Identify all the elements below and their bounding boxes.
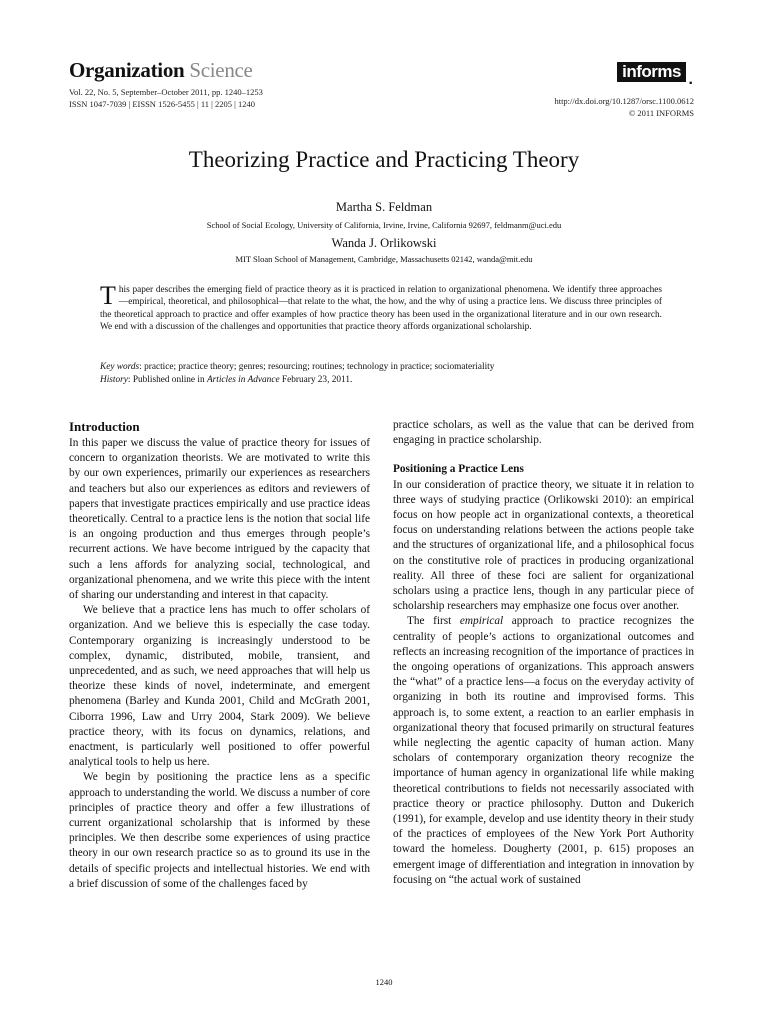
informs-logo-dot: . bbox=[688, 71, 693, 88]
journal-header bbox=[69, 58, 694, 122]
history-label: History bbox=[100, 375, 128, 385]
positioning-paragraph-1: In our consideration of practice theory, we situate it in relation to three ways of studying practice (Orlikowski 2010): an empirical focus on how people act in organizational contexts, a theoretical focus on understanding relations between the actions people take and the structures of organizational life, and a philosophical focus on the constitutive role of practices in producing organizational reality. All three of these foci are salient for organizational scholars using a practice lens, though in any particular piece of scholarship researchers may emphasize one focus over another. bbox=[393, 478, 694, 613]
issn-line: ISSN 1047-7039 | EISSN 1526-5455 | 11 | 2205 | 1240 bbox=[69, 99, 255, 109]
abstract-dropcap: T bbox=[100, 281, 116, 310]
history-italic: Articles in Advance bbox=[206, 375, 280, 385]
continued-paragraph: practice scholars, as well as the value that can be derived from engaging in practice scholarship. bbox=[393, 419, 694, 447]
section-heading-positioning: Positioning a Practice Lens bbox=[393, 463, 524, 476]
history bbox=[100, 374, 662, 386]
copyright: © 2011 INFORMS bbox=[628, 108, 694, 118]
p2-text-after: approach to practice recognizes the centrality of people’s actions to organizational outcomes and reflects an increasing recognition of the importance of practices in the ongoing operations of organizations. This approach answers the “what” of a practice lens—a focus on the everyday activity of organizing in both its routine and improvised forms. This approach is, to some extent, a reaction to an earlier emphasis in organizational theory that focused primarily on structural features while neglecting the agentic capacity of human action. Many scholars of contemporary organization theory recognize the importance of human agency in organizational life while making theoretical contributions to fields not necessarily associated with practice theory or practice philosophy. Dutton and Dukerich (1991), for example, develop and use identity theory in their study of the practices of employees of the New York Port Authority toward the homeless. Dougherty (2001, p. 615) proposes an emergent image of differentiation and integration in innovation by focusing on “the actual work of sustained bbox=[393, 615, 694, 886]
journal-name-organization: Organization bbox=[69, 58, 185, 82]
keywords-label: Key words bbox=[100, 362, 140, 372]
keywords-text: : practice; practice theory; genres; resourcing; routines; technology in practice; sociomateriality bbox=[139, 362, 495, 372]
intro-paragraph-2: We believe that a practice lens has much to offer scholars of organization. And we believe this is especially the case today. Contemporary organizing is increasingly understood to be complex, dynamic, distributed, mobile, transient, and unprecedented, and as such, we need approaches that will help us theorize these kinds of novel, indeterminate, and emergent phenomena (Barley and Kunda 2001, Child and McGrath 2001, Ciborra 1996, Law and Urry 2004, Stark 2009). We believe practice theory, with its focus on dynamics, relations, and enactment, is particularly well positioned to offer powerful analytical tools to help us here. bbox=[69, 604, 370, 769]
right-column bbox=[393, 418, 694, 888]
intro-paragraph-1: In this paper we discuss the value of practice theory for issues of concern to organization theorists. We are motivated to write this by our own experiences, primarily our experiences as researchers and teachers but also our experiences as editors and reviewers of papers that investigate practices empirically and use practice ideas theoretically. Central to a practice lens is the notion that social life is an ongoing production and thus emerges through people’s recurrent actions. We have become intrigued by the capacity that such a lens affords for analyzing social, technological, and organizational phenomena, and we write this piece with the intent of sharing our understanding and interest in that capacity. bbox=[69, 437, 370, 602]
p2-text-before: The first bbox=[407, 615, 460, 628]
intro-paragraph-3: We begin by positioning the practice lens as a specific approach to understanding the world. We discuss a number of core principles of practice theory and offer a few illustrations of current organizational scholarship that is informed by these principles. We then describe some experiences of using practice theory in our own research practice so as to ground its use in the details of specific projects and intellectual histories. We end with a brief discussion of some of the challenges faced by bbox=[69, 771, 370, 890]
author-affiliation-1: School of Social Ecology, University of California, Irvine, Irvine, California 92697, feldmanm@uci.edu bbox=[206, 220, 562, 230]
volume-line: Vol. 22, No. 5, September–October 2011, pp. 1240–1253 bbox=[69, 87, 263, 97]
paper-title: Theorizing Practice and Practicing Theory bbox=[188, 147, 580, 172]
author-name-2: Wanda J. Orlikowski bbox=[331, 236, 437, 250]
abstract-text: his paper describes the emerging field of practice theory as it is practiced in relation to organizational phenomena. We identify three approaches—empirical, theoretical, and philosophical—that relate to the what, the how, and the why of using a practice lens. We discuss three principles of the theoretical approach to practice and offer examples of how practice theory has been used in the organizational literature and in our own research. We end with a discussion of the challenges and opportunities that practice theory affords organizational scholarship. bbox=[100, 285, 662, 333]
author-affiliation-2: MIT Sloan School of Management, Cambridge, Massachusetts 02142, wanda@mit.edu bbox=[235, 254, 533, 264]
page-number: 1240 bbox=[375, 977, 393, 987]
p2-italic-empirical: empirical bbox=[459, 615, 504, 628]
publication-info bbox=[69, 86, 263, 110]
section-heading-introduction: Introduction bbox=[69, 419, 140, 434]
journal-name bbox=[69, 58, 253, 82]
journal-name-science: Science bbox=[189, 58, 253, 82]
history-text-after: February 23, 2011. bbox=[279, 375, 353, 385]
author-name-1: Martha S. Feldman bbox=[335, 200, 433, 214]
doi-block bbox=[554, 95, 694, 119]
positioning-paragraph-2 bbox=[393, 614, 694, 888]
abstract bbox=[100, 281, 662, 334]
keywords bbox=[100, 361, 662, 373]
doi-link[interactable]: http://dx.doi.org/10.1287/orsc.1100.0612 bbox=[554, 96, 694, 106]
left-column bbox=[69, 418, 370, 892]
history-text-before: : Published online in bbox=[127, 375, 207, 385]
informs-logo: informs bbox=[617, 62, 686, 82]
